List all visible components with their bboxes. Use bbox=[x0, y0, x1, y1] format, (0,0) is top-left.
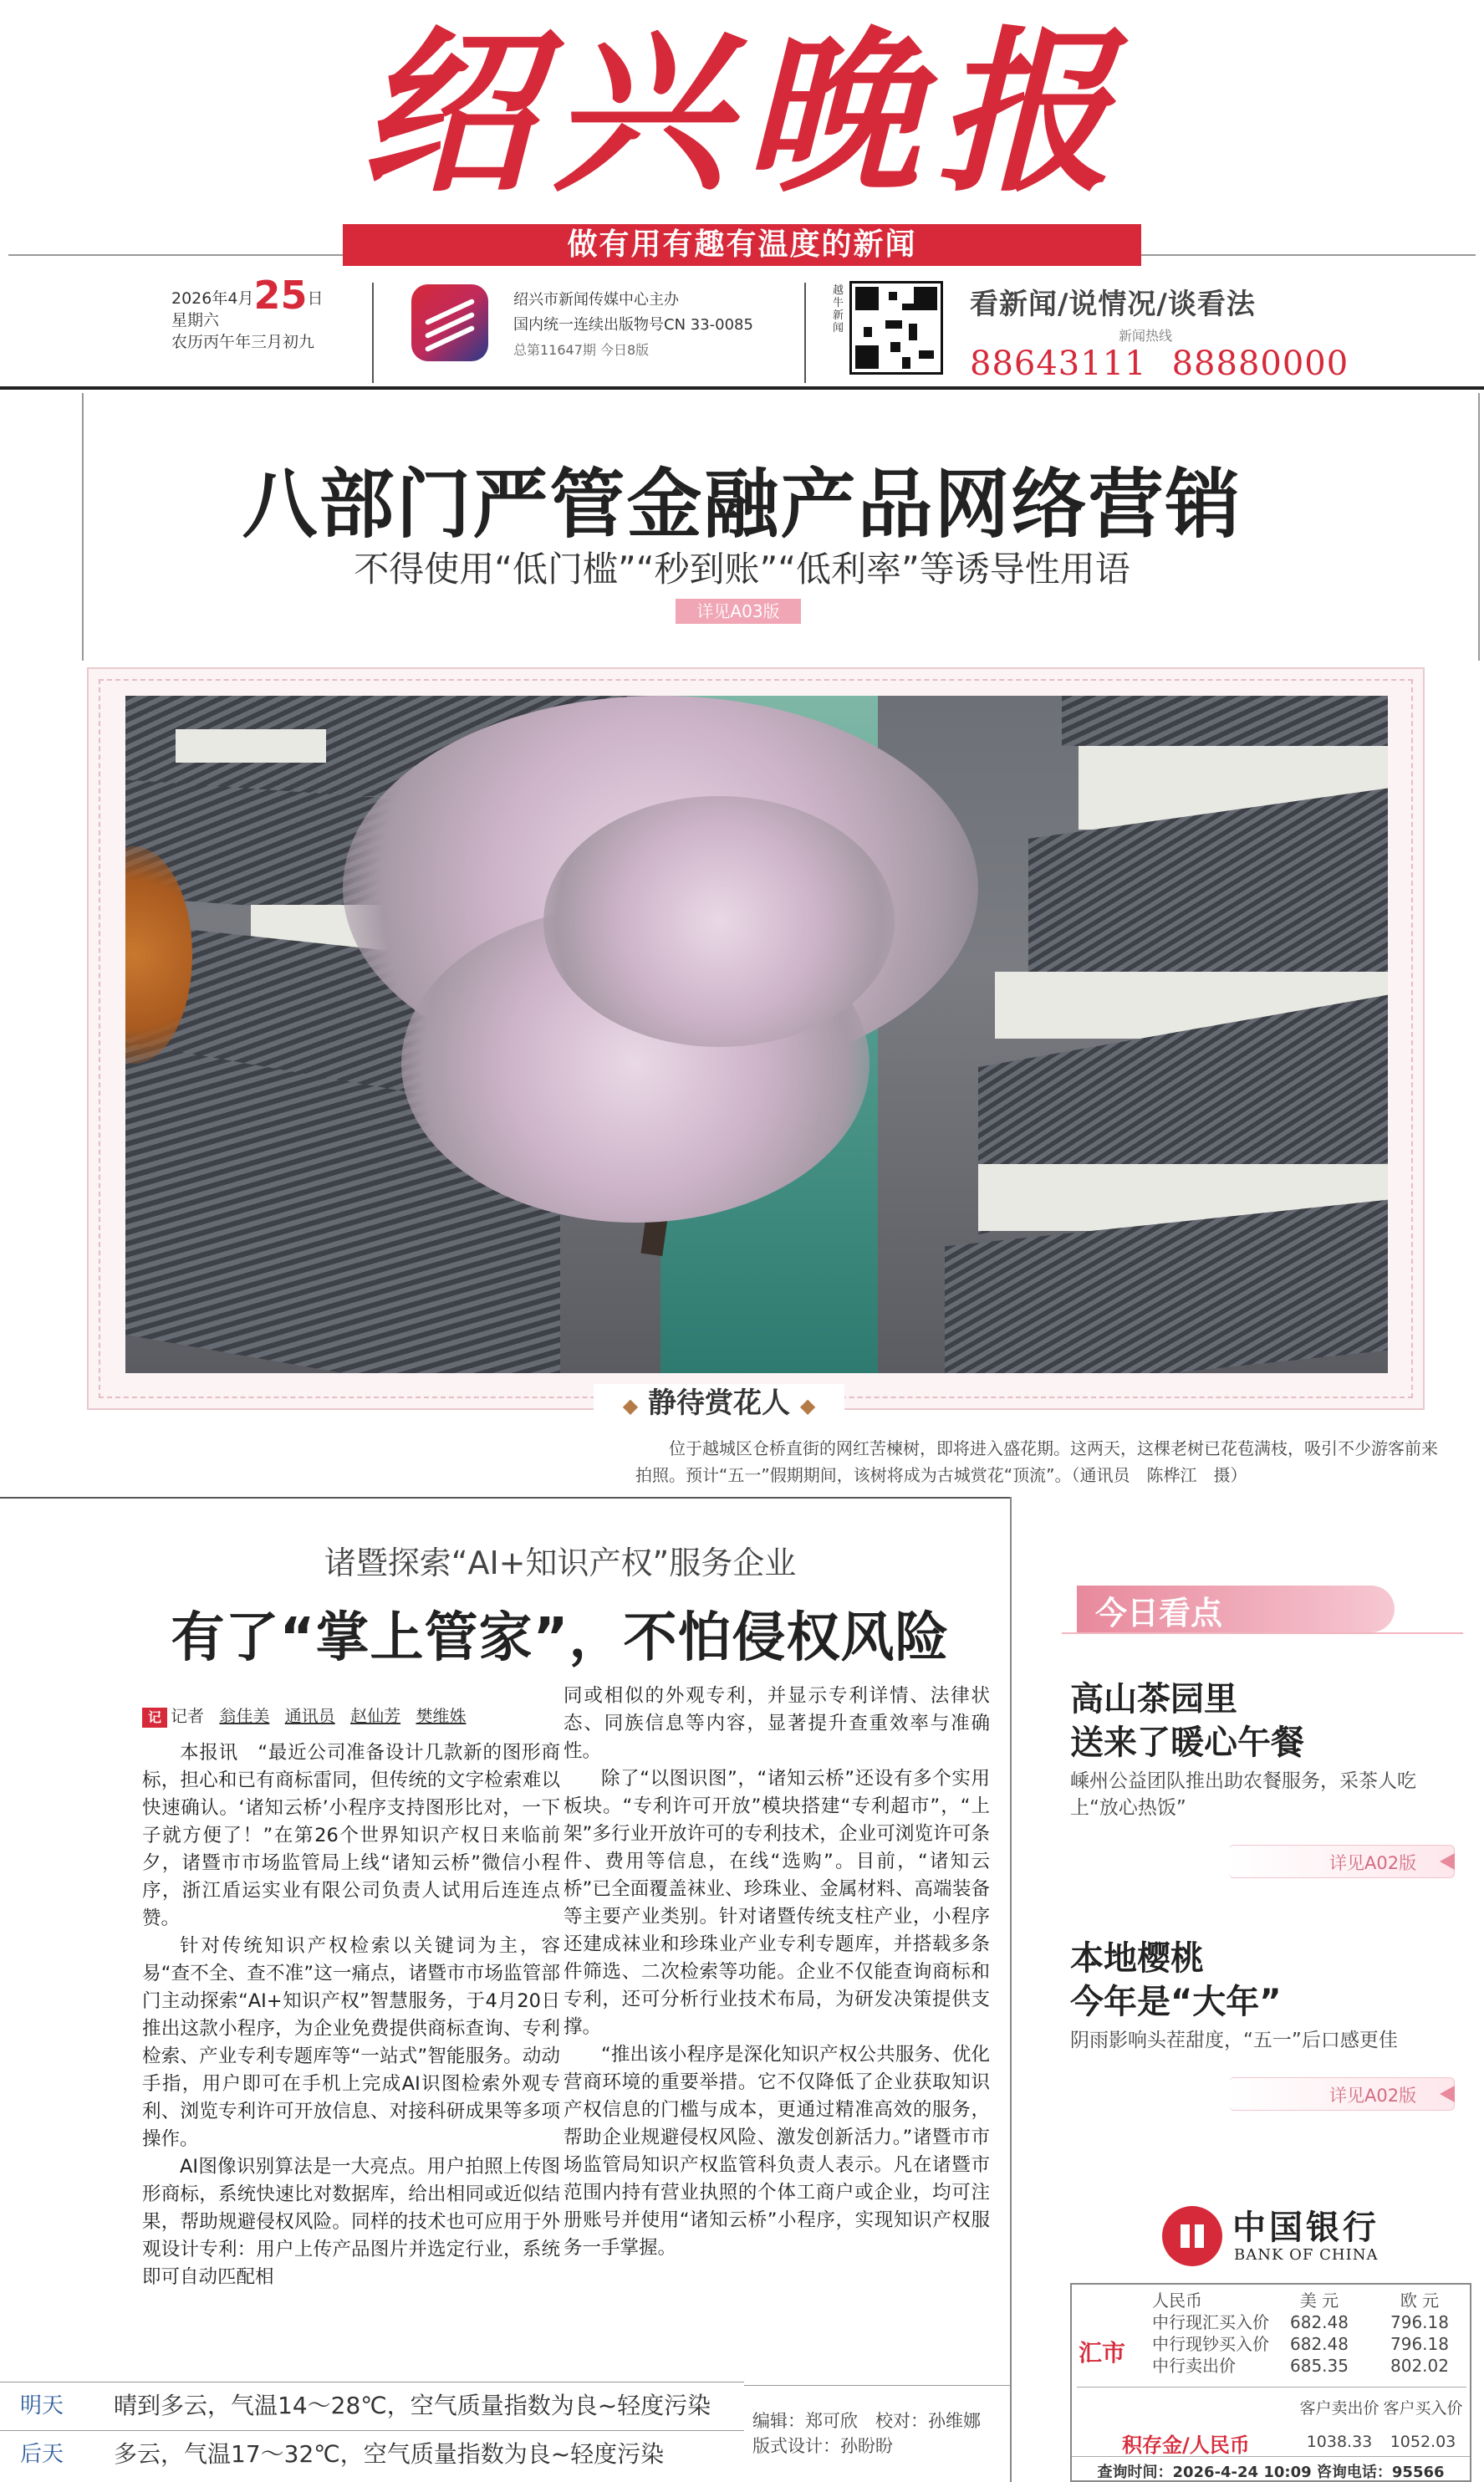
gold-header-cell: 客户卖出价 bbox=[1299, 2399, 1379, 2418]
qr-module bbox=[902, 357, 910, 369]
see-page-text: 详见A02版 bbox=[1329, 1853, 1417, 1873]
wall bbox=[176, 729, 326, 763]
section-rule bbox=[0, 1497, 1012, 1499]
article-paragraph: AI图像识别算法是一大亮点。用户拍照上传图形商标，系统快速比对数据库，给出相同或近似结果，帮助规避侵权风险。同样的技术也可应用于外观设计专利：用户上传产品图片并选定行业，系统即可自动匹配相 bbox=[142, 2156, 560, 2288]
weather-row-tomorrow bbox=[0, 2382, 744, 2428]
hotline-label: 新闻热线 bbox=[1118, 328, 1172, 344]
editors-credit bbox=[752, 2408, 1003, 2459]
article-headline[interactable]: 有了“掌上管家”，不怕侵权风险 bbox=[171, 1607, 950, 1669]
story-title-line: 高山茶园里 bbox=[1070, 1680, 1237, 1719]
story-title-line: 本地樱桃 bbox=[1070, 1939, 1204, 1978]
bank-of-china-logo-icon bbox=[1162, 2206, 1222, 2266]
fx-cell: 中行卖出价 bbox=[1152, 2356, 1236, 2376]
fx-cell: 中行现钞买入价 bbox=[1152, 2334, 1269, 2354]
gold-header-row bbox=[1298, 2392, 1473, 2425]
byline-corr2: 樊维姝 bbox=[416, 1706, 467, 1726]
hotline-numbers bbox=[970, 345, 1349, 383]
story-summary: 嵊州公益团队推出助农餐服务，采茶人吃上“放心热饭” bbox=[1070, 1770, 1416, 1819]
fx-label: 汇市 bbox=[1078, 2339, 1125, 2367]
weather-day-label: 明天 bbox=[0, 2389, 84, 2423]
exchange-rate-table bbox=[1070, 2283, 1471, 2482]
qr-module bbox=[864, 327, 872, 337]
qr-module bbox=[889, 292, 897, 300]
gold-label: 积存金/人民币 bbox=[1122, 2433, 1250, 2457]
weather-text: 晴到多云，气温14～28℃，空气质量指数为良~轻度污染 bbox=[114, 2392, 711, 2419]
see-page-text: 详见A02版 bbox=[1329, 2086, 1417, 2106]
weather-forecast bbox=[0, 2382, 744, 2482]
weather-day-label: 后天 bbox=[0, 2438, 84, 2471]
tree-canopy bbox=[543, 796, 895, 1047]
fx-cell: 682.48 bbox=[1290, 2312, 1349, 2332]
qr-finder bbox=[855, 345, 879, 369]
logo-bar bbox=[1190, 2208, 1195, 2265]
byline-corr1: 赵仙芳 bbox=[350, 1706, 401, 1726]
today-tab-label: 今日看点 bbox=[1095, 1595, 1223, 1632]
qr-module bbox=[909, 324, 917, 340]
date-suffix: 日 bbox=[307, 289, 324, 308]
gold-value-cell: 1052.03 bbox=[1390, 2433, 1456, 2451]
sidebar-story[interactable] bbox=[1070, 1937, 1455, 2106]
fx-header-cell: 人民币 bbox=[1152, 2290, 1202, 2311]
publisher-logo-icon bbox=[411, 284, 488, 361]
masthead-divider bbox=[372, 283, 374, 383]
qr-finder bbox=[855, 287, 879, 310]
cn-number-line: 国内统一连续出版物号CN 33-0085 bbox=[513, 316, 753, 334]
lunar-date: 农历丙午年三月初九 bbox=[171, 333, 315, 351]
masthead-info-row bbox=[0, 273, 1484, 393]
weather-row-day-after bbox=[0, 2430, 744, 2477]
hotline-number-1: 88643111 bbox=[970, 345, 1147, 383]
slogan-left-rule bbox=[8, 254, 343, 256]
byline-corr-label: 通讯员 bbox=[284, 1706, 335, 1726]
issue-number-line: 总第11647期 今日8版 bbox=[513, 342, 650, 358]
see-page-link[interactable] bbox=[1229, 2077, 1446, 2111]
fx-cell: 796.18 bbox=[1390, 2312, 1449, 2332]
article-paragraph: 本报讯 “最近公司准备设计几款新的图形商标，担心和已有商标雷同，但传统的文字检索难以快速确认。‘诸知云桥’小程序支持图形比对，一下子就方便了！”在第26个世界知识产权日来临前夕，诸暨市市场监管局上线“诸知云桥”微信小程序，浙江盾运实业有限公司负责人试用后连连点赞。 bbox=[142, 1742, 560, 1929]
sidebar-highlights bbox=[1012, 1497, 1484, 2482]
gold-value-row bbox=[1298, 2425, 1473, 2459]
weekday: 星期六 bbox=[171, 311, 220, 329]
fx-cell: 682.48 bbox=[1290, 2334, 1349, 2354]
query-time: 查询时间：2026-4-24 10:09 咨询电话：95566 bbox=[1072, 2456, 1470, 2481]
logo-stroke bbox=[425, 325, 476, 352]
qr-module bbox=[919, 350, 934, 359]
lead-headline[interactable]: 八部门严管金融产品网络营销 bbox=[242, 461, 1242, 549]
rates-divider bbox=[1077, 2387, 1466, 2388]
fx-cell: 685.35 bbox=[1290, 2356, 1349, 2376]
editors-line-2: 版式设计：孙盼盼 bbox=[752, 2436, 893, 2456]
roof bbox=[1062, 696, 1388, 746]
bank-of-china-ad bbox=[1162, 2201, 1438, 2268]
photo-caption-title-text: 静待赏花人 bbox=[648, 1387, 790, 1420]
fx-cell: 中行现汇买入价 bbox=[1152, 2312, 1269, 2332]
hotline-slogan: 看新闻/说情况/谈看法 bbox=[970, 288, 1256, 321]
newspaper-logo-title: 绍兴晚报 bbox=[359, 9, 1129, 216]
article-paragraph: “推出该小程序是深化知识产权公共服务、优化营商环境的重要举措。它不仅降低了企业获取知识产权信息的门槛与成本，更通过精准高效的服务，帮助企业规避侵权风险、激发创新活力。”诸暨市市场监管局知识产权监管科负责人表示。凡在诸暨市范围内持有营业执照的个体工商户或企业，均可注册账号并使用“诸知云桥”小程序，实现知识产权服务一手掌握。 bbox=[564, 2044, 990, 2259]
sidebar-story[interactable] bbox=[1070, 1678, 1455, 1873]
diamond-icon: ◆ bbox=[799, 1394, 816, 1417]
fx-header-cell: 美 元 bbox=[1299, 2290, 1339, 2311]
byline-reporter-label: 记者 bbox=[171, 1706, 204, 1726]
article-header bbox=[142, 1537, 978, 1672]
article-paragraph: 针对传统知识产权检索以关键词为主，容易“查不全、查不准”这一痛点，诸暨市市场监管部门主动探索“AI+知识产权”智慧服务，于4月20日推出这款小程序，为企业免费提供商标查询、专利检索、产业专利专题库等“一站式”智能服务。动动手指，用户即可在手机上完成AI识图检索外观专利、浏览专利许可开放信息、对接科研成果等多项操作。 bbox=[142, 1935, 560, 2150]
masthead bbox=[0, 0, 1484, 393]
article-column-right bbox=[564, 1683, 990, 2262]
date-day: 25 bbox=[253, 273, 308, 318]
editors-line-1: 编辑：郑可欣 校对：孙维娜 bbox=[752, 2411, 981, 2431]
publication-info bbox=[513, 288, 798, 363]
publisher-line: 绍兴市新闻传媒中心主办 bbox=[513, 291, 679, 309]
story-title-line: 送来了暖心午餐 bbox=[1070, 1724, 1304, 1762]
fx-row bbox=[1152, 2333, 1470, 2355]
fx-row bbox=[1152, 2355, 1470, 2377]
issue-date bbox=[171, 273, 364, 353]
gold-value-cell: 1038.33 bbox=[1306, 2433, 1373, 2451]
photo-caption-text: 位于越城区仓桥直街的网红苦楝树，即将进入盛花期。这两天，这棵老树已花苞满枝，吸引不少游客前来拍照。预计“五一”假期期间，该树将成为古城赏花“顶流”。（通讯员 陈桦江 摄） bbox=[635, 1438, 1438, 1485]
article-paragraph: 同或相似的外观专利，并显示专利详情、法律状态、同族信息等内容，显著提升查重效率与准确性。 bbox=[564, 1685, 990, 1762]
qr-module bbox=[902, 304, 914, 310]
slogan-bar bbox=[343, 224, 1141, 266]
today-highlights-tab bbox=[1077, 1586, 1395, 1632]
story-title-line: 今年是“大年” bbox=[1070, 1983, 1282, 2021]
qr-module bbox=[890, 342, 900, 352]
byline-reporter: 翁佳美 bbox=[219, 1706, 270, 1726]
triangle-left-icon bbox=[1440, 2086, 1455, 2102]
qr-module bbox=[885, 320, 902, 329]
date-prefix: 2026年4月 bbox=[171, 289, 254, 308]
see-page-badge[interactable]: 详见A03版 bbox=[676, 599, 801, 624]
article-paragraph: 除了“以图识图”，“诸知云桥”还设有多个实用板块。“专利许可开放”模块搭建“专利超市”，“上架”多行业开放许可的专利技术，企业可浏览许可条件、费用等信息，在线“选购”。目前，“诸知云桥”已全面覆盖袜业、珍珠业、金属材料、高端装备等主要产业类别。针对诸暨传统支柱产业，小程序还建成袜业和珍珠业产业专利专题库，并搭载多条件筛选、二次检索等功能。企业不仅能查询商标和专利，还可分析行业技术布局，为研发决策提供支撑。 bbox=[564, 1768, 990, 2038]
masthead-rule bbox=[0, 386, 1484, 390]
fx-row bbox=[1152, 2311, 1470, 2333]
qr-label: 越牛新闻 bbox=[833, 284, 844, 335]
lead-story bbox=[0, 393, 1484, 636]
lead-subheadline: 不得使用“低门槛”“秒到账”“低利率”等诱导性用语 bbox=[354, 549, 1130, 590]
article-column-left bbox=[142, 1739, 560, 2291]
bank-name-cn: 中国银行 bbox=[1232, 2208, 1379, 2247]
fx-header-row bbox=[1152, 2290, 1470, 2311]
qr-finder bbox=[914, 287, 937, 310]
masthead-divider bbox=[804, 283, 806, 383]
byline bbox=[142, 1703, 560, 1728]
see-page-link[interactable] bbox=[1229, 1845, 1446, 1878]
gold-header-cell: 客户买入价 bbox=[1383, 2399, 1463, 2418]
story-summary: 阴雨影响头茬甜度，“五一”后口感更佳 bbox=[1070, 2030, 1398, 2051]
slogan-right-rule bbox=[1141, 254, 1476, 256]
diamond-icon: ◆ bbox=[622, 1394, 639, 1417]
fx-header-cell: 欧 元 bbox=[1400, 2290, 1440, 2311]
editors-rule bbox=[744, 2385, 1010, 2386]
tab-rule bbox=[1062, 1632, 1463, 1634]
gold-rows bbox=[1298, 2392, 1473, 2459]
fx-rows bbox=[1152, 2290, 1470, 2377]
tree-blossom-photo[interactable] bbox=[125, 696, 1388, 1373]
article-kicker: 诸暨探索“AI+知识产权”服务企业 bbox=[324, 1545, 797, 1581]
photo-caption-title bbox=[594, 1384, 844, 1422]
hotline-number-2: 88880000 bbox=[1171, 345, 1349, 383]
fx-cell: 796.18 bbox=[1390, 2334, 1449, 2354]
hotline-block bbox=[970, 281, 1349, 383]
weather-text: 多云，气温17～32℃，空气质量指数为良~轻度污染 bbox=[114, 2440, 665, 2468]
triangle-left-icon bbox=[1440, 1853, 1455, 1870]
byline-logo-icon: 记 bbox=[142, 1708, 167, 1728]
qr-code-icon[interactable] bbox=[849, 281, 943, 375]
fx-cell: 802.02 bbox=[1390, 2356, 1449, 2376]
bank-name-en: BANK OF CHINA bbox=[1234, 2246, 1379, 2264]
slogan-text: 做有用有趣有温度的新闻 bbox=[567, 227, 917, 262]
